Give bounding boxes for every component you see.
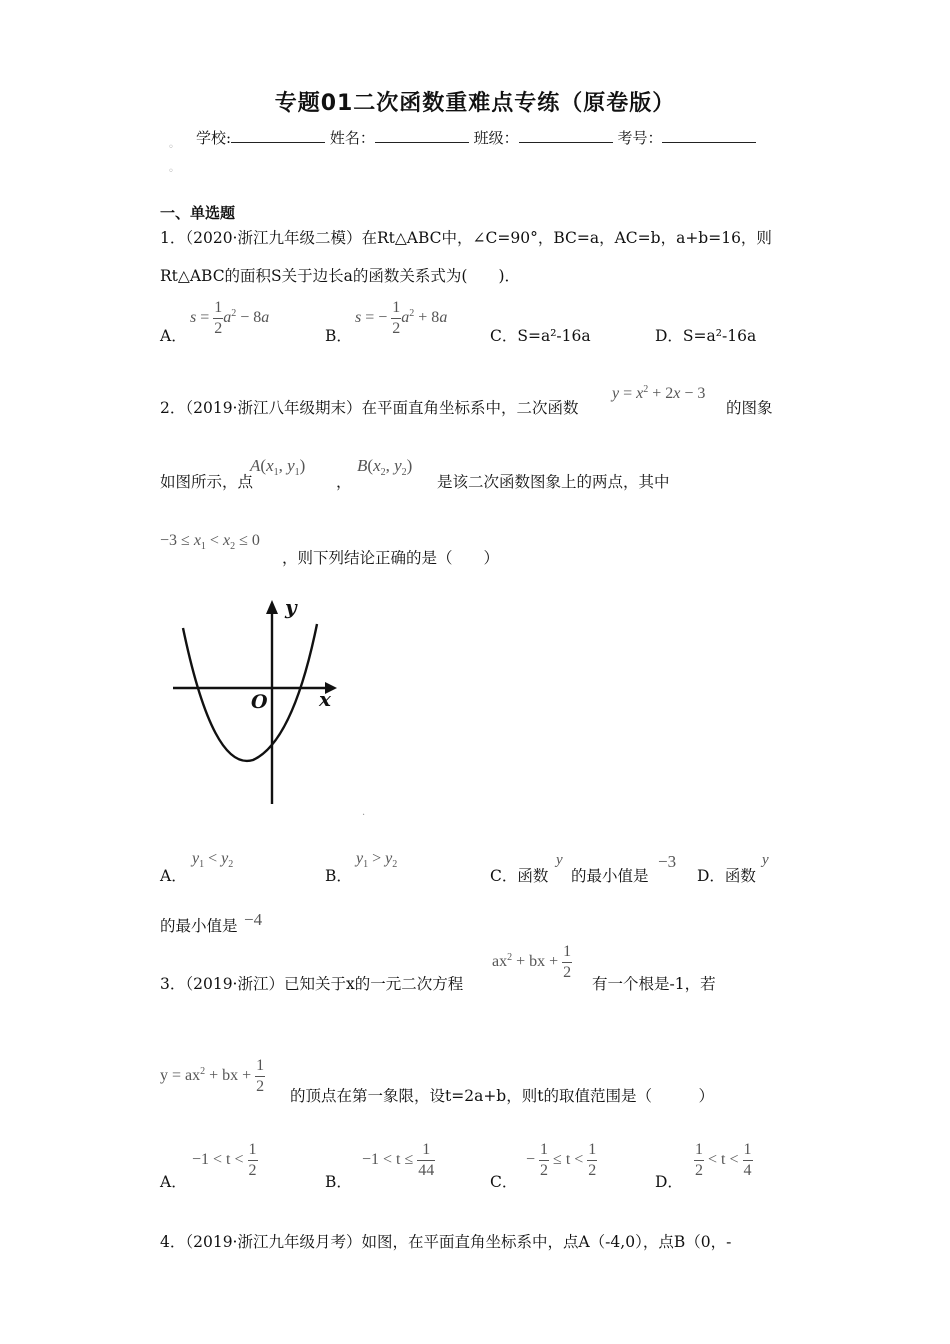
q2-function-formula: $y = x^2 + 2x - 3$ bbox=[612, 384, 706, 402]
school-blank bbox=[231, 128, 325, 143]
number-blank bbox=[662, 128, 756, 143]
name-label: 姓名： bbox=[329, 129, 375, 147]
q3-stem-line1-post: 有一个根是-1，若 bbox=[592, 975, 716, 993]
q2-option-c-pre: C．函数 bbox=[490, 867, 549, 885]
q2-stem-line1-pre: 2．（2019·浙江八年级期末）在平面直角坐标系中，二次函数 bbox=[160, 399, 579, 417]
page-title: 专题01二次函数重难点专练（原卷版） bbox=[274, 91, 676, 116]
q2-option-c-post: 的最小值是 bbox=[571, 867, 649, 885]
q3-option-b-formula: −1 < t ≤ $\frac{1}{44}$ bbox=[362, 1141, 435, 1179]
q3-option-d-label: D． bbox=[655, 1173, 683, 1191]
q4-stem-line1: 4．（2019·浙江九年级月考）如图，在平面直角坐标系中，点A（-4,0），点B（0，- bbox=[160, 1233, 732, 1251]
q1-option-d: D．S=a²-16a bbox=[655, 327, 757, 345]
q2-option-c-var: y bbox=[556, 852, 563, 868]
q2-parabola-graph bbox=[165, 592, 345, 812]
stray-mark: ◦ bbox=[168, 142, 174, 153]
q2-option-b-formula: $y_1 > y_2$ bbox=[356, 850, 398, 870]
class-blank bbox=[519, 128, 613, 143]
q2-option-a-formula: $y_1 < y_2$ bbox=[192, 850, 234, 870]
x-axis-label: x bbox=[319, 687, 331, 711]
q2-option-d-var: y bbox=[762, 852, 769, 868]
q2-point-a: $A(x_1$, $y_1$) bbox=[250, 456, 306, 478]
y-axis-arrow-icon bbox=[266, 600, 278, 614]
q2-stem-line2-comma: ， bbox=[336, 473, 352, 491]
q2-stem-line1-post: 的图象 bbox=[726, 399, 773, 417]
q2-option-d-pre: D．函数 bbox=[697, 867, 756, 885]
q2-option-b-label: B． bbox=[325, 867, 352, 885]
stray-mark: · bbox=[362, 810, 366, 821]
q2-option-c-value: −3 bbox=[658, 852, 677, 871]
name-blank bbox=[375, 128, 469, 143]
school-label: 学校: bbox=[196, 129, 232, 147]
origin-label: O bbox=[251, 691, 268, 713]
q3-option-b-label: B． bbox=[325, 1173, 352, 1191]
q1-option-a-label: A． bbox=[160, 327, 187, 345]
q3-option-c-label: C． bbox=[490, 1173, 518, 1191]
class-label: 班级： bbox=[473, 129, 519, 147]
q1-option-b-formula: s = − $\frac{1}{2}$ $a^2 + 8a$ bbox=[355, 299, 448, 337]
q2-point-b: $B(x_2$, $y_2$) bbox=[357, 456, 413, 478]
number-label: 考号： bbox=[617, 129, 663, 147]
q3-equation-formula: $ax^2$ + bx + $\frac{1}{2}$ bbox=[492, 943, 572, 981]
q3-stem-line1-pre: 3．（2019·浙江）已知关于x的一元二次方程 bbox=[160, 975, 464, 993]
q2-condition-formula: $-3 \le x_1 < x_2 \le 0$ bbox=[160, 532, 260, 552]
stray-mark: ◦ bbox=[168, 166, 174, 177]
q2-stem-line2-post: 是该二次函数图象上的两点，其中 bbox=[437, 473, 670, 491]
q1-stem-line2: Rt△ABC的面积S关于边长a的函数关系式为( )． bbox=[160, 267, 521, 285]
q3-function-formula: $y = ax^2$ + bx + $\frac{1}{2}$ bbox=[160, 1057, 265, 1095]
q1-stem-line1: 1．（2020·浙江九年级二模）在Rt△ABC中，∠C=90°，BC=a，AC=b，a+b=16，则 bbox=[160, 229, 772, 247]
q2-option-d-value: −4 bbox=[244, 910, 263, 929]
q3-option-a-label: A． bbox=[160, 1173, 187, 1191]
q3-option-d-formula: $\frac{1}{2}$ < t < $\frac{1}{4}$ bbox=[695, 1141, 752, 1179]
q2-stem-line3-post: ，则下列结论正确的是（ ） bbox=[282, 549, 500, 567]
q1-option-a-formula: s = $\frac{1}{2}$ $a^2 - 8a$ bbox=[190, 299, 270, 337]
parabola-curve bbox=[183, 624, 317, 761]
q2-stem-line2-pre: 如图所示，点 bbox=[160, 473, 254, 491]
q2-option-d-cont: 的最小值是 bbox=[160, 917, 238, 935]
q3-option-c-formula: − $\frac{1}{2}$ ≤ t < $\frac{1}{2}$ bbox=[526, 1141, 597, 1179]
q2-option-a-label: A． bbox=[160, 867, 187, 885]
section-heading: 一、单选题 bbox=[160, 204, 236, 222]
q3-option-a-formula: −1 < t < $\frac{1}{2}$ bbox=[192, 1141, 257, 1179]
q1-option-b-label: B． bbox=[325, 327, 352, 345]
student-info-fields bbox=[196, 127, 756, 148]
q3-stem-line2-post: 的顶点在第一象限，设t=2a+b，则t的取值范围是（ ） bbox=[290, 1087, 714, 1105]
q1-option-c: C．S=a²-16a bbox=[490, 327, 591, 345]
y-axis-label: y bbox=[285, 595, 297, 619]
